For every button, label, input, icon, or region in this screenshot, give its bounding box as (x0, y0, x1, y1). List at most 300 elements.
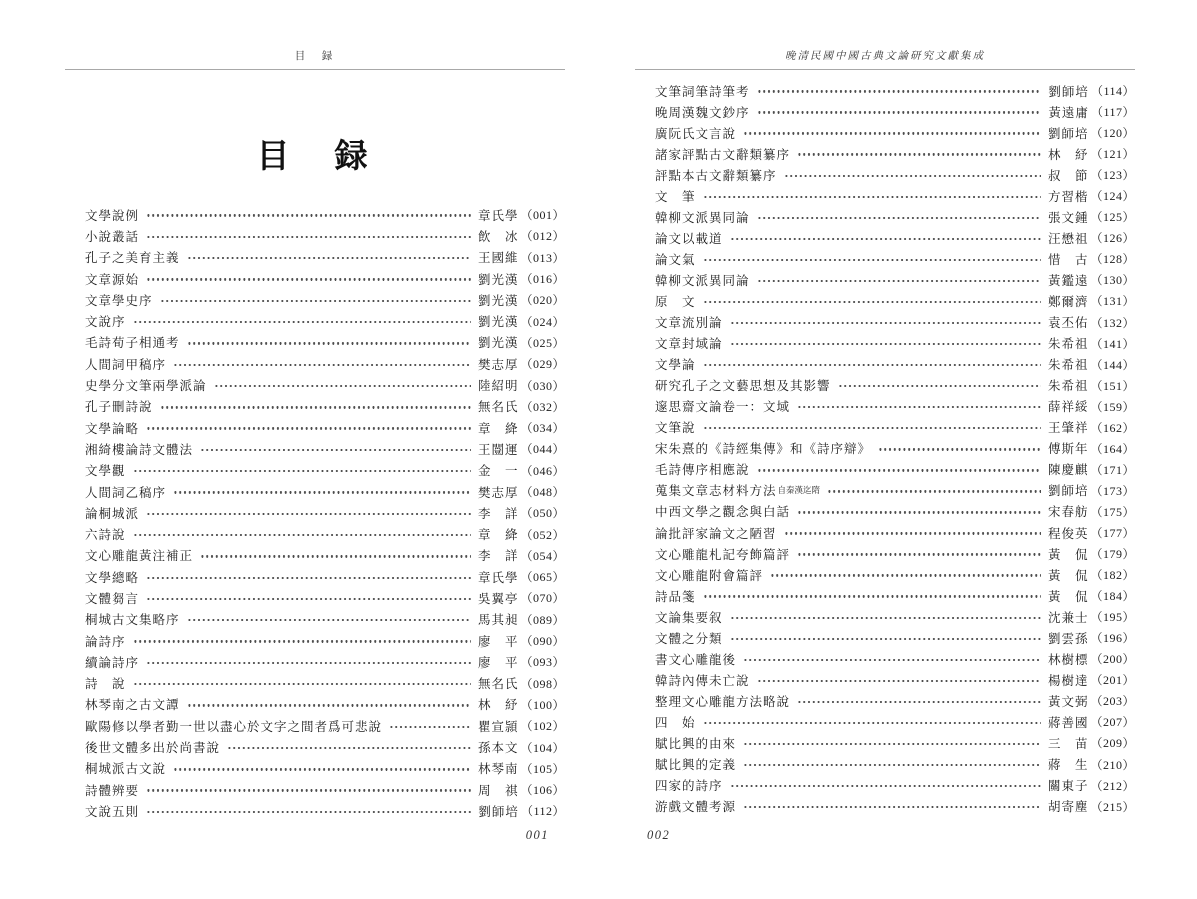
entry-author: 李 詳 (477, 506, 519, 521)
toc-row (655, 122, 1135, 143)
entry-author: 陸紹明 (477, 379, 519, 394)
entry-page: （130） (1090, 273, 1135, 288)
entry-title: 文章源始 (85, 272, 140, 287)
entry-author: 叔 節 (1047, 168, 1089, 183)
entry-title: 林琴南之古文譚 (85, 698, 180, 713)
entry-page: （162） (1090, 420, 1135, 435)
toc-row (655, 164, 1135, 185)
entry-title: 文章學史序 (85, 293, 153, 308)
entry-author: 程俊英 (1047, 526, 1089, 541)
entry-page: （120） (1090, 126, 1135, 141)
entry-page: （203） (1090, 694, 1135, 709)
entry-page: （020） (520, 293, 565, 308)
entry-title: 論桐城派 (85, 506, 140, 521)
entry-title: 文說五則 (85, 804, 140, 819)
dot-leader (730, 638, 1041, 640)
entry-author: 黃 侃 (1047, 589, 1089, 604)
toc-row (655, 669, 1135, 690)
dot-leader (730, 238, 1041, 240)
entry-title: 小說叢話 (85, 229, 140, 244)
page-left (65, 0, 565, 899)
entry-page: （141） (1090, 336, 1135, 351)
entry-author: 孫本文 (477, 741, 519, 756)
entry-page: （100） (520, 697, 565, 712)
toc-row (85, 651, 565, 672)
toc-row (655, 438, 1135, 459)
toc-row (85, 353, 565, 374)
dot-leader (133, 534, 471, 536)
entry-page: （196） (1090, 631, 1135, 646)
toc-row (85, 630, 565, 651)
dot-leader (827, 490, 1041, 492)
entry-author: 宋春舫 (1047, 505, 1089, 520)
dot-leader (160, 406, 471, 408)
dot-leader (160, 300, 471, 302)
entry-page: （070） (520, 591, 565, 606)
entry-title: 湘綺樓論詩文體法 (85, 442, 194, 457)
entry-author: 廖 平 (477, 655, 519, 670)
entry-author: 王闓運 (477, 442, 519, 457)
toc-row (655, 396, 1135, 417)
entry-page: （032） (520, 399, 565, 414)
entry-title: 賦比興的由來 (655, 736, 737, 751)
toc-row (655, 227, 1135, 248)
entry-page: （144） (1090, 357, 1135, 372)
dot-leader (187, 619, 471, 621)
entry-page: （128） (1090, 252, 1135, 267)
dot-leader (146, 214, 471, 216)
entry-author: 無名氏 (477, 400, 519, 415)
entry-page: （212） (1090, 778, 1135, 793)
toc-row (655, 480, 1135, 501)
entry-title: 論文氣 (655, 252, 696, 267)
dot-leader (757, 90, 1042, 92)
entry-title: 人間詞乙稿序 (85, 485, 167, 500)
dot-leader (146, 513, 471, 515)
entry-title: 史學分文筆兩學派論 (85, 379, 207, 394)
entry-title: 桐城古文集略序 (85, 613, 180, 628)
entry-page: （104） (520, 740, 565, 755)
dot-leader (797, 553, 1041, 555)
toc-row (655, 501, 1135, 522)
dot-leader (784, 175, 1041, 177)
toc-row (85, 545, 565, 566)
entry-page: （102） (520, 719, 565, 734)
entry-page: （159） (1090, 399, 1135, 414)
entry-page: （195） (1090, 610, 1135, 625)
entry-author: 黃 侃 (1047, 568, 1089, 583)
entry-author: 樊志厚 (477, 357, 519, 372)
entry-title: 整理文心雕龍方法略說 (655, 694, 791, 709)
dot-leader (797, 701, 1041, 703)
entry-title: 晚周漢魏文鈔序 (655, 105, 750, 120)
entry-title: 論詩序 (85, 634, 126, 649)
dot-leader (730, 617, 1041, 619)
entry-page: （164） (1090, 441, 1135, 456)
entry-title: 文 筆 (655, 189, 696, 204)
dot-leader (173, 364, 471, 366)
entry-author: 金 一 (477, 464, 519, 479)
entry-page: （171） (1090, 462, 1135, 477)
left-folio: 001 (525, 828, 549, 842)
entry-page: （210） (1090, 757, 1135, 772)
entry-note: 自秦漢迄隋 (777, 485, 821, 496)
toc-row (85, 460, 565, 481)
left-running-head: 目 録 (294, 51, 336, 62)
entry-page: （030） (520, 378, 565, 393)
entry-author: 周 祺 (477, 783, 519, 798)
entry-page: （052） (520, 527, 565, 542)
entry-title: 文學論 (655, 358, 696, 373)
dot-leader (703, 301, 1041, 303)
entry-title: 賦比興的定義 (655, 758, 737, 773)
entry-author: 林琴南 (477, 762, 519, 777)
dot-leader (757, 280, 1041, 282)
toc-row (655, 796, 1135, 817)
entry-page: （093） (520, 655, 565, 670)
dot-leader (797, 153, 1041, 155)
toc-row (85, 758, 565, 779)
toc-row (85, 396, 565, 417)
entry-author: 劉雲孫 (1047, 631, 1089, 646)
toc-row (655, 143, 1135, 164)
entry-page: （050） (520, 506, 565, 521)
entry-author: 林樹標 (1047, 652, 1089, 667)
entry-author: 汪懋祖 (1047, 231, 1089, 246)
entry-page: （124） (1090, 189, 1135, 204)
entry-page: （126） (1090, 231, 1135, 246)
toc-row (85, 523, 565, 544)
dot-leader (200, 449, 471, 451)
entry-author: 林 紓 (477, 698, 519, 713)
toc-row (85, 694, 565, 715)
entry-page: （013） (520, 250, 565, 265)
dot-leader (878, 448, 1041, 450)
entry-page: （044） (520, 442, 565, 457)
dot-leader (703, 196, 1041, 198)
dot-leader (757, 217, 1041, 219)
entry-author: 胡寄塵 (1047, 800, 1089, 815)
entry-title: 文學觀 (85, 464, 126, 479)
toc-row (85, 715, 565, 736)
entry-title: 詩 說 (85, 677, 126, 692)
entry-title: 詩品箋 (655, 589, 696, 604)
entry-author: 惜 古 (1047, 252, 1089, 267)
entry-title: 歐陽修以學者勤一世以盡心於文字之間者爲可悲說 (85, 719, 383, 734)
entry-author: 劉師培 (478, 804, 519, 819)
dot-leader (146, 427, 471, 429)
entry-title: 毛詩傳序相應說 (655, 463, 750, 478)
entry-title: 文體芻言 (85, 591, 140, 606)
right-running-head: 晚清民國中國古典文論研究文獻集成 (785, 51, 985, 62)
toc-row (85, 225, 565, 246)
entry-title: 韓柳文派異同論 (655, 273, 750, 288)
entry-title: 論文以載道 (655, 231, 723, 246)
toc-row (655, 80, 1135, 101)
toc-row (85, 204, 565, 225)
toc-row (85, 374, 565, 395)
toc-row (655, 333, 1135, 354)
entry-author: 章 絳 (477, 421, 519, 436)
toc-row (85, 481, 565, 502)
entry-title: 諸家評點古文辭類纂序 (655, 147, 791, 162)
dot-leader (187, 257, 471, 259)
toc-row (655, 354, 1135, 375)
toc-row (655, 775, 1135, 796)
dot-leader (146, 278, 471, 280)
toc-row (655, 754, 1135, 775)
dot-leader (200, 555, 471, 557)
toc-row (655, 269, 1135, 290)
dot-leader (227, 747, 471, 749)
entry-author: 朱希祖 (1047, 337, 1089, 352)
entry-author: 蔣善國 (1047, 715, 1089, 730)
dot-leader (743, 764, 1041, 766)
entry-title: 人間詞甲稿序 (85, 357, 167, 372)
dot-leader (797, 406, 1041, 408)
entry-title: 文筆詞筆詩筆考 (655, 84, 750, 99)
entry-title: 文章流別論 (655, 316, 723, 331)
entry-page: （112） (520, 804, 565, 819)
dot-leader (797, 511, 1041, 513)
entry-page: （117） (1090, 105, 1135, 120)
toc-row (655, 185, 1135, 206)
dot-leader (703, 259, 1041, 261)
left-header-rule (65, 69, 565, 70)
entry-page: （207） (1090, 715, 1135, 730)
entry-author: 張文鍾 (1047, 210, 1089, 225)
entry-author: 方習楷 (1047, 189, 1089, 204)
entry-page: （090） (520, 634, 565, 649)
entry-page: （054） (520, 548, 565, 563)
toc-row (655, 522, 1135, 543)
dot-leader (770, 574, 1041, 576)
entry-page: （034） (520, 421, 565, 436)
entry-page: （132） (1090, 315, 1135, 330)
toc-row (85, 779, 565, 800)
entry-title: 文學總略 (85, 570, 140, 585)
toc-row (655, 312, 1135, 333)
toc-row (85, 438, 565, 459)
dot-leader (838, 385, 1041, 387)
dot-leader (743, 806, 1041, 808)
entry-author: 林 紓 (1047, 147, 1089, 162)
right-folio: 002 (647, 828, 671, 842)
entry-title: 六詩說 (85, 528, 126, 543)
entry-title: 蒐集文章志材料方法 (655, 484, 777, 499)
entry-page: （065） (520, 570, 565, 585)
entry-author: 黃文弼 (1047, 694, 1089, 709)
entry-page: （024） (520, 314, 565, 329)
entry-author: 章氏學 (477, 570, 519, 585)
dot-leader (133, 640, 471, 642)
entry-author: 傅斯年 (1047, 442, 1089, 457)
dot-leader (187, 704, 471, 706)
toc-row (85, 310, 565, 331)
entry-page: （098） (520, 676, 565, 691)
entry-author: 黃 侃 (1047, 547, 1089, 562)
dot-leader (133, 321, 471, 323)
entry-author: 黃鑑遠 (1047, 273, 1089, 288)
toc-row (85, 289, 565, 310)
entry-title: 游戲文體考源 (655, 800, 737, 815)
dot-leader (146, 811, 471, 813)
entry-page: （125） (1090, 210, 1135, 225)
entry-title: 文章封域論 (655, 337, 723, 352)
toc-row (85, 502, 565, 523)
entry-page: （175） (1090, 504, 1135, 519)
entry-page: （201） (1090, 673, 1135, 688)
entry-author: 廖 平 (477, 634, 519, 649)
entry-title: 文筆說 (655, 421, 696, 436)
dot-leader (173, 491, 471, 493)
entry-title: 孔子刪詩說 (85, 400, 153, 415)
toc-row (85, 332, 565, 353)
entry-page: （177） (1090, 526, 1135, 540)
entry-title: 毛詩荀子相通考 (85, 336, 180, 351)
dot-leader (703, 364, 1041, 366)
toc-list-right (655, 80, 1135, 817)
entry-title: 四家的詩序 (655, 779, 723, 794)
entry-title: 四 始 (655, 715, 696, 730)
entry-author: 楊樹達 (1047, 673, 1089, 688)
toc-row (655, 248, 1135, 269)
entry-page: （114） (1090, 84, 1135, 99)
toc-row (655, 101, 1135, 122)
entry-author: 袁丕佑 (1047, 316, 1089, 331)
toc-row (85, 736, 565, 757)
entry-page: （182） (1090, 568, 1135, 583)
entry-title: 桐城派古文說 (85, 762, 167, 777)
entry-page: （001） (520, 208, 565, 223)
entry-title: 文體之分類 (655, 631, 723, 646)
dot-leader (146, 236, 471, 238)
entry-author: 李 詳 (477, 549, 519, 564)
toc-row (655, 417, 1135, 438)
entry-author: 黃遠庸 (1048, 105, 1089, 120)
dot-leader (389, 726, 471, 728)
dot-leader (757, 680, 1041, 682)
entry-author: 章氏學 (477, 208, 519, 223)
entry-page: （029） (520, 357, 565, 372)
entry-title: 邃思齋文論卷一：文域 (655, 400, 791, 415)
entry-page: （123） (1090, 168, 1135, 183)
entry-author: 劉師培 (1048, 84, 1089, 99)
entry-author: 朱希祖 (1047, 358, 1089, 373)
entry-page: （105） (520, 761, 565, 776)
dot-leader (757, 111, 1042, 113)
entry-title: 原 文 (655, 294, 696, 309)
toc-row (85, 587, 565, 608)
dot-leader (743, 659, 1041, 661)
toc-row (655, 711, 1135, 732)
dot-leader (146, 789, 471, 791)
dot-leader (757, 469, 1041, 471)
toc-row (85, 609, 565, 630)
dot-leader (133, 470, 471, 472)
entry-author: 朱希祖 (1047, 379, 1089, 394)
entry-title: 文說序 (85, 315, 126, 330)
entry-author: 劉師培 (1047, 484, 1089, 499)
entry-author: 馬其昶 (477, 613, 519, 628)
dot-leader (146, 577, 471, 579)
toc-row (655, 627, 1135, 648)
entry-author: 陳慶麒 (1047, 463, 1089, 478)
dot-leader (173, 768, 471, 770)
toc-row (85, 800, 565, 821)
right-header-rule (635, 69, 1135, 70)
entry-title: 後世文體多出於尚書說 (85, 741, 221, 756)
dot-leader (703, 722, 1041, 724)
toc-row (85, 247, 565, 268)
toc-row (655, 648, 1135, 669)
entry-author: 沈兼士 (1047, 610, 1089, 625)
entry-page: （173） (1090, 483, 1135, 498)
entry-title: 評點本古文辭類纂序 (655, 168, 777, 183)
entry-title: 論批評家論文之陋習 (655, 526, 777, 541)
entry-title: 書文心雕龍後 (655, 652, 737, 667)
toc-main-title: 目 録 (256, 139, 374, 175)
entry-title: 文論集要叙 (655, 610, 723, 625)
toc-row (655, 606, 1135, 627)
entry-author: 飲 冰 (477, 229, 519, 244)
toc-row (655, 732, 1135, 753)
entry-author: 劉光漢 (477, 272, 519, 287)
entry-title: 文心雕龍黃注補正 (85, 549, 194, 564)
toc-row (85, 417, 565, 438)
dot-leader (784, 532, 1041, 534)
entry-author: 瞿宣頴 (477, 719, 519, 734)
entry-page: （106） (520, 783, 565, 798)
entry-author: 鄭爾濟 (1047, 294, 1089, 309)
entry-author: 王肇祥 (1047, 421, 1089, 436)
entry-title: 文心雕龍札記夸飾篇評 (655, 547, 791, 562)
entry-title: 宋朱熹的《詩經集傳》和《詩序辯》 (655, 442, 872, 457)
toc-row (655, 585, 1135, 606)
entry-title: 文學說例 (85, 208, 140, 223)
toc-list-left (85, 204, 565, 822)
toc-row (85, 566, 565, 587)
entry-author: 吳翼亭 (477, 591, 519, 606)
dot-leader (743, 743, 1041, 745)
entry-author: 關東子 (1047, 779, 1089, 794)
entry-title: 文心雕龍附會篇評 (655, 568, 764, 583)
toc-row (655, 543, 1135, 564)
entry-title: 孔子之美育主義 (85, 251, 180, 266)
page-right (635, 0, 1135, 899)
entry-page: （215） (1090, 799, 1135, 814)
dot-leader (133, 683, 471, 685)
entry-title: 研究孔子之文藝思想及其影響 (655, 379, 831, 394)
entry-author: 劉光漢 (477, 315, 519, 330)
entry-author: 王國維 (477, 251, 519, 266)
entry-author: 劉師培 (1047, 126, 1089, 141)
entry-title: 韓詩內傳未亡說 (655, 673, 750, 688)
entry-author: 薛祥綏 (1047, 400, 1089, 415)
entry-page: （209） (1090, 736, 1135, 751)
entry-author: 無名氏 (477, 677, 519, 692)
entry-title: 文學論略 (85, 421, 140, 436)
entry-page: （046） (520, 463, 565, 478)
entry-author: 三 苗 (1047, 736, 1089, 751)
dot-leader (214, 385, 471, 387)
toc-row (85, 673, 565, 694)
entry-page: （184） (1090, 589, 1135, 604)
entry-title: 中西文學之觀念與白話 (655, 505, 791, 520)
entry-page: （048） (520, 485, 565, 499)
entry-title: 續論詩序 (85, 655, 140, 670)
toc-row (655, 206, 1135, 227)
